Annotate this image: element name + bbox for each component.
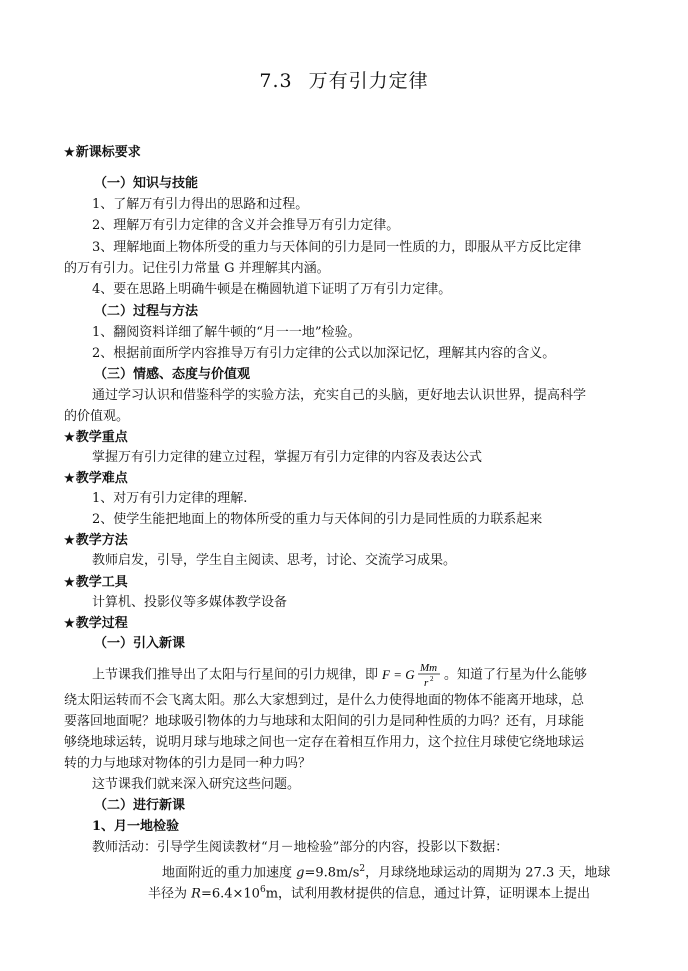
section-new-standard (64, 142, 141, 163)
moon-earth-test-title: 1、月一地检验 (92, 819, 180, 834)
star-icon: ★ (64, 575, 75, 589)
section-label: 教学工具 (75, 575, 128, 590)
tools-text: 计算机、投影仪等多媒体教学设备 (92, 595, 288, 610)
difficulty-item-1: 1、对万有引力定律的理解. (92, 491, 248, 506)
emotion-text-2: 的价值观。 (64, 409, 130, 424)
star-icon: ★ (64, 145, 75, 159)
knowledge-item-3a: 3、理解地面上物体所受的重力与天体间的引力是同一性质的力，即服从平方反比定律 (92, 240, 582, 255)
data-line-2 (148, 880, 590, 904)
star-icon: ★ (64, 616, 75, 630)
section-label: 新课标要求 (75, 145, 141, 160)
subsection-new-lesson: （二）进行新课 (94, 798, 186, 813)
gravity-formula (380, 660, 442, 690)
subsection-knowledge: （一）知识与技能 (94, 176, 199, 191)
teacher-label: 教师活动： (92, 840, 158, 855)
star-icon: ★ (64, 430, 75, 444)
knowledge-item-2: 2、理解万有引力定律的含义并会推导万有引力定律。 (92, 218, 400, 233)
subsection-intro: （一）引入新课 (94, 636, 186, 651)
data-text: ，月球绕地球运动的周期为 27.3 天，地球 (365, 865, 611, 881)
intro-line-2: 绕太阳运转而不会飞离太阳。那么大家想到过，是什么力使得地面的物体不能离开地球，总 (64, 693, 585, 708)
section-tools (64, 572, 128, 593)
data-text: 半径为 (148, 886, 192, 902)
teacher-text: 引导学生阅读教材“月－地检验”部分的内容，投影以下数据： (157, 840, 509, 855)
data-text: =6.4×10 (200, 886, 260, 902)
section-process (64, 613, 128, 634)
formula-lhs: F = G (382, 667, 415, 682)
symbol-g: g (296, 865, 305, 881)
exponent: 6 (259, 885, 266, 895)
intro-line-1 (92, 660, 587, 690)
process-item-1: 1、翻阅资料详细了解牛顿的“月一一地”检验。 (92, 325, 361, 340)
title-number: 7.3 (259, 70, 293, 92)
title-text: 万有引力定律 (308, 70, 429, 92)
section-label: 教学方法 (75, 533, 128, 548)
section-label: 教学重点 (75, 430, 128, 445)
section-methods (64, 530, 128, 551)
page-title (0, 66, 688, 93)
formula-numerator: Mm (420, 662, 438, 674)
knowledge-item-1: 1、了解万有引力得出的思路和过程。 (92, 197, 309, 212)
data-text: m，试利用教材提供的信息，通过计算，证明课本上提出 (265, 886, 591, 902)
data-text: 地面附近的重力加速度 (162, 865, 297, 881)
section-key-points (64, 427, 128, 448)
exponent: 2 (359, 864, 366, 874)
knowledge-item-3b: 的万有引力。记住引力常量 G 并理解其内涵。 (64, 261, 330, 276)
section-difficulties (64, 468, 128, 489)
formula-denominator: r (424, 677, 429, 689)
section-label: 教学过程 (75, 616, 128, 631)
symbol-r: R (191, 886, 201, 902)
subsection-emotion: （三）情感、态度与价值观 (94, 367, 251, 382)
intro-line-6: 这节课我们就来深入研究这些问题。 (92, 777, 301, 792)
intro-line-4: 够绕地球运转，说明月球与地球之间也一定存在着相互作用力，这个拉住月球使它绕地球运 (64, 735, 585, 750)
star-icon: ★ (64, 533, 75, 547)
intro-text: 。知道了行星为什么能够 (444, 667, 588, 683)
methods-text: 教师启发，引导，学生自主阅读、思考，讨论、交流学习成果。 (92, 553, 457, 568)
process-item-2: 2、根据前面所学内容推导万有引力定律的公式以加深记忆，理解其内容的含义。 (92, 346, 556, 361)
difficulty-item-2: 2、使学生能把地面上的物体所受的重力与天体间的引力是同性质的力联系起来 (92, 512, 543, 527)
teacher-activity-line (92, 838, 508, 858)
section-label: 教学难点 (75, 471, 128, 486)
intro-line-3: 要落回地面呢？地球吸引物体的力与地球和太阳间的引力是同种性质的力吗？还有，月球能 (64, 714, 585, 729)
intro-text: 上节课我们推导出了太阳与行星间的引力规律，即 (92, 667, 379, 683)
key-points-text: 掌握万有引力定律的建立过程，掌握万有引力定律的内容及表达公式 (92, 450, 483, 465)
emotion-text-1: 通过学习认识和借鉴科学的实验方法，充实自己的头脑，更好地去认识世界，提高科学 (92, 388, 587, 403)
intro-line-5: 转的力与地球对物体的引力是同一种力吗？ (64, 756, 312, 771)
subsection-process: （二）过程与方法 (94, 304, 199, 319)
data-text: =9.8m/s (304, 865, 360, 881)
formula-exponent: 2 (430, 675, 434, 683)
star-icon: ★ (64, 471, 75, 485)
knowledge-item-4: 4、要在思路上明确牛顿是在椭圆轨道下证明了万有引力定律。 (92, 282, 452, 297)
